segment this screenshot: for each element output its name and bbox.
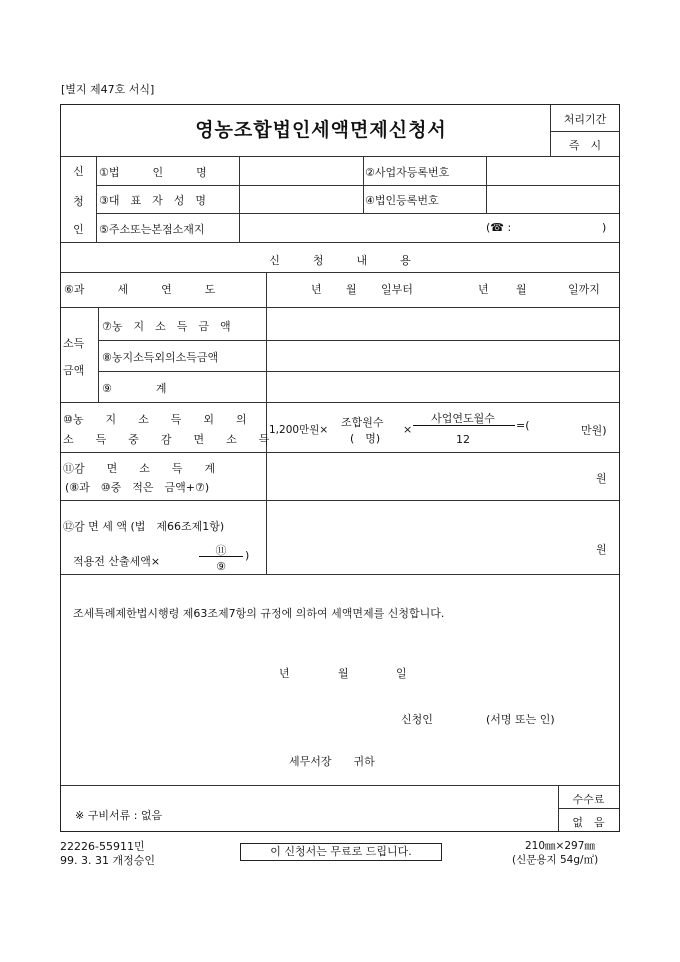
farm-income-field[interactable] xyxy=(269,309,615,338)
reduction-nonfarm-label-1: ⑩농 지 소 득 외 의 xyxy=(63,413,247,426)
income-group-label-1: 소득 xyxy=(63,337,85,350)
applicant-sign-note: (서명 또는 인) xyxy=(486,713,555,726)
tax-year-to-day: 일까지 xyxy=(568,283,600,296)
exempt-close-paren: ) xyxy=(245,549,250,562)
footer-approval: 99. 3. 31 개정승인 xyxy=(60,854,155,867)
date-year: 년 xyxy=(279,667,290,680)
application-form xyxy=(60,104,620,832)
reduction-total-unit: 원 xyxy=(596,472,607,485)
applicant-side-2: 청 xyxy=(73,195,84,208)
base-amount: 1,200만원× xyxy=(269,424,329,436)
phone-field[interactable] xyxy=(521,215,591,240)
statement-text: 조세특례제한법시행령 제63조제7항의 규정에 의하여 세액면제를 신청합니다. xyxy=(73,607,445,620)
form-number-label: [별지 제47호 서식] xyxy=(61,83,155,96)
applicant-sign-label: 신청인 xyxy=(401,713,433,726)
tax-year-label: ⑥과 세 연 도 xyxy=(64,283,216,296)
applicant-side-3: 인 xyxy=(73,223,84,236)
nonfarm-income-label: ⑧농지소득외의소득금액 xyxy=(102,351,219,364)
fraction-bar xyxy=(413,425,515,426)
reduction-total-label-2: (⑧과 ⑩중 적은 금액+⑦) xyxy=(65,481,210,494)
processing-period-label: 처리기간 xyxy=(563,113,607,126)
reduction-total-label-1: ⑪감 면 소 득 계 xyxy=(63,462,216,475)
free-notice: 이 신청서는 무료로 드립니다. xyxy=(240,843,442,861)
biz-reg-no-label: ②사업자등록번호 xyxy=(365,166,450,179)
equals-sign: =( xyxy=(516,419,530,432)
section-header: 신 청 내 용 xyxy=(269,254,411,267)
corp-name-label: ①법 인 명 xyxy=(99,166,207,179)
exempt-frac-den: ⑨ xyxy=(216,560,226,573)
corp-reg-no-label: ④법인등록번호 xyxy=(365,194,439,207)
corp-name-field[interactable] xyxy=(241,158,361,183)
farm-income-label: ⑦농 지 소 득 금 액 xyxy=(102,320,231,333)
rep-name-field[interactable] xyxy=(241,187,361,211)
times-sign: × xyxy=(403,423,413,436)
form-title: 영농조합법인세액면제신청서 xyxy=(195,119,447,141)
reduction-nonfarm-label-2: 소 득 중 감 면 소 득 xyxy=(63,433,270,446)
exempt-tax-label-1: ⑫감 면 세 액 (법 제66조제1항) xyxy=(63,520,225,533)
footer-code: 22226-55911민 xyxy=(60,840,145,853)
date-month: 월 xyxy=(338,667,349,680)
address-field[interactable] xyxy=(241,215,481,240)
income-total-field[interactable] xyxy=(269,373,615,400)
corp-reg-no-field[interactable] xyxy=(488,187,616,211)
fee-value: 없 음 xyxy=(572,816,605,829)
tax-year-from-year: 년 xyxy=(311,283,322,296)
address-label: ⑤주소또는본점소재지 xyxy=(99,223,205,236)
months-numerator: 사업연도월수 xyxy=(431,412,495,425)
fee-label: 수수료 xyxy=(572,793,605,806)
recipient-line: 세무서장 귀하 xyxy=(289,755,375,768)
phone-prefix: (☎ : xyxy=(486,221,512,234)
members-unit: ( 명) xyxy=(350,432,381,445)
phone-suffix: ) xyxy=(602,221,607,234)
rep-name-label: ③대 표 자 성 명 xyxy=(99,194,206,207)
tax-year-to-year: 년 xyxy=(478,283,489,296)
tax-year-to-month: 월 xyxy=(516,283,527,296)
nonfarm-income-field[interactable] xyxy=(269,342,615,369)
applicant-side-1: 신 xyxy=(73,165,84,178)
exempt-frac-bar xyxy=(199,556,243,557)
reduction-result-field[interactable] xyxy=(531,413,581,435)
tax-year-from-day: 일부터 xyxy=(381,283,413,296)
date-day: 일 xyxy=(396,667,407,680)
exempt-frac-num: ⑪ xyxy=(215,544,227,557)
reduction-total-field[interactable] xyxy=(269,455,589,497)
result-unit: 만원) xyxy=(581,424,607,437)
paper-size: 210㎜×297㎜ xyxy=(525,840,595,852)
members-label: 조합원수 xyxy=(341,416,384,429)
income-group-label-2: 금액 xyxy=(63,364,85,377)
paper-type: (신문용지 54g/㎡) xyxy=(512,854,599,866)
processing-period-value: 즉 시 xyxy=(568,139,602,152)
biz-reg-no-field[interactable] xyxy=(488,158,616,183)
tax-year-from-month: 월 xyxy=(346,283,357,296)
months-denominator: 12 xyxy=(456,433,470,446)
exempt-tax-field[interactable] xyxy=(269,503,589,571)
attachments-note: ※ 구비서류 : 없음 xyxy=(75,809,163,822)
exempt-tax-unit: 원 xyxy=(596,543,607,556)
exempt-tax-label-2: 적용전 산출세액× xyxy=(73,555,161,568)
income-total-label: ⑨ 계 xyxy=(102,382,167,395)
